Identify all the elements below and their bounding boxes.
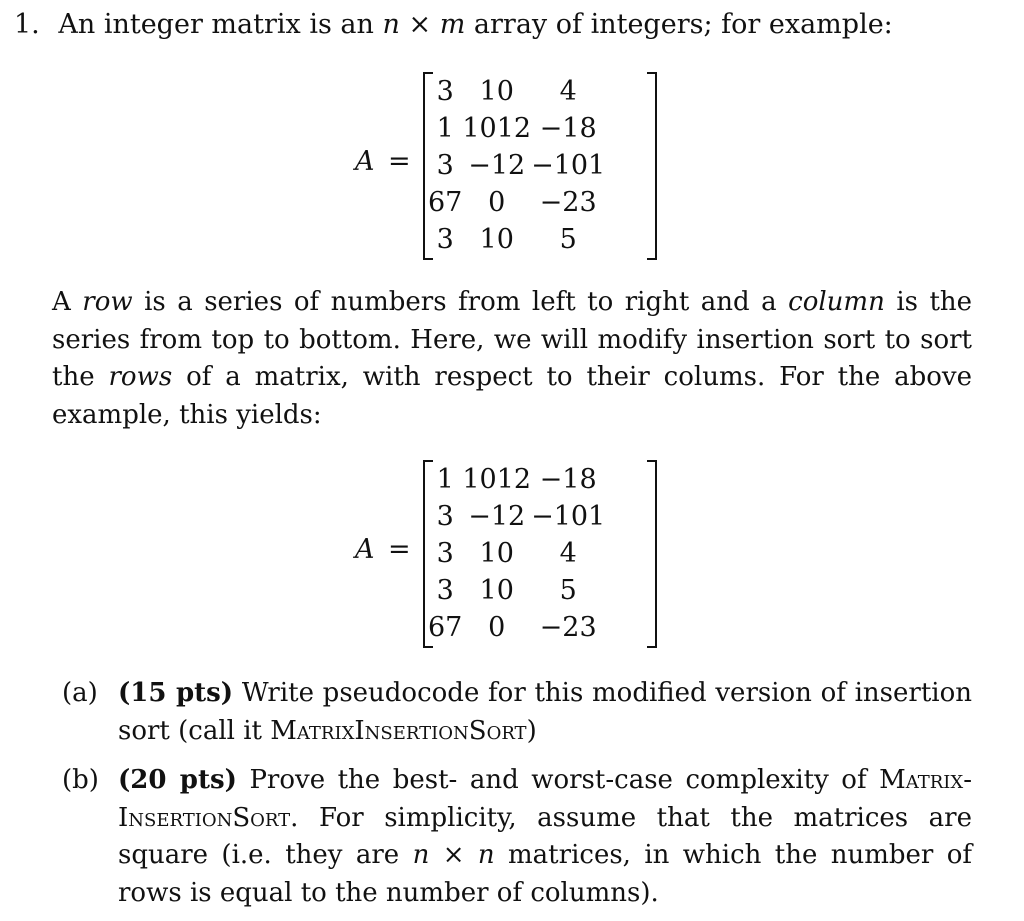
matrix-cell: 10 [479, 538, 514, 569]
matrix-cell: 1 [436, 464, 454, 495]
matrix-cell: 0 [488, 187, 506, 218]
matrix-cell: −101 [531, 150, 606, 181]
intro-text-2: array of integers; for example: [473, 9, 893, 40]
intro-text: An integer matrix is an [58, 9, 374, 40]
matrix-cell: −12 [468, 150, 526, 181]
table-row [428, 572, 605, 609]
problem-header [14, 6, 893, 43]
part-a [52, 675, 972, 750]
var-n: n [477, 840, 495, 870]
matrix-cell: −18 [539, 113, 597, 144]
matrix-cell: 1012 [462, 113, 532, 144]
matrix-cell: 3 [436, 501, 454, 532]
right-bracket [647, 460, 657, 648]
equals-sign: = [388, 146, 411, 177]
var-m: m [439, 9, 466, 40]
matrix-cell: 3 [436, 150, 454, 181]
part-b-label: (b) [62, 765, 99, 795]
matrix-cell: −18 [539, 464, 597, 495]
explanation-text: is a series of numbers from left to right and a [144, 287, 777, 317]
matrix-cell: 4 [559, 538, 577, 569]
matrix-cell: 67 [428, 187, 463, 218]
matrix-cell: −23 [539, 612, 597, 643]
part-b-body [118, 762, 972, 912]
matrix-cell: 1012 [462, 464, 532, 495]
part-b-text: matrices, in which the number of rows is equal to the number of columns). [118, 840, 973, 908]
part-a-label: (a) [62, 678, 98, 708]
term-row: row [82, 287, 133, 317]
right-bracket [647, 72, 657, 260]
algorithm-name: MatrixInsertionSort [270, 715, 527, 746]
matrix-cell: 1 [436, 113, 454, 144]
table-row [428, 535, 605, 572]
part-b [52, 762, 972, 912]
matrix-table [428, 461, 605, 646]
part-b-points: (20 pts) [118, 765, 237, 795]
times-symbol: × [408, 9, 432, 40]
matrix-cell: 10 [479, 224, 514, 255]
table-row [428, 609, 605, 646]
matrix-cell: −101 [531, 501, 606, 532]
part-b-text: . For simplicity, assume that the matrices are square (i.e. they are [118, 802, 972, 870]
explanation-paragraph [52, 284, 972, 434]
explanation-text: A [52, 287, 71, 317]
part-b-text: Prove the best- and worst-case complexity of [249, 765, 867, 795]
table-row [428, 221, 605, 258]
matrix-cell: 5 [559, 575, 577, 606]
matrix-cell: 10 [479, 575, 514, 606]
part-a-text: Write pseudocode for this modified version of insertion sort (call it [118, 678, 972, 746]
table-row [428, 461, 605, 498]
algorithm-name: Matrix-InsertionSort [118, 765, 972, 833]
var-n: n [412, 840, 430, 870]
times-symbol: × [442, 840, 465, 870]
matrix-label: A [355, 146, 375, 177]
table-row [428, 184, 605, 221]
part-a-points: (15 pts) [118, 678, 234, 708]
equals-sign: = [388, 534, 411, 565]
table-row [428, 498, 605, 535]
explanation-text: of a matrix, with respect to their colums. For the above example, this yields: [52, 362, 973, 430]
part-a-body [118, 675, 972, 750]
matrix-cell: 5 [559, 224, 577, 255]
table-row [428, 147, 605, 184]
matrix-cell: −23 [539, 187, 597, 218]
matrix-cell: 10 [479, 76, 514, 107]
matrix-label: A [355, 534, 375, 565]
matrix-cell: 67 [428, 612, 463, 643]
matrix-cell: 3 [436, 224, 454, 255]
matrix-cell: 0 [488, 612, 506, 643]
matrix-table [428, 73, 605, 258]
matrix-cell: 3 [436, 575, 454, 606]
part-a-close: ) [526, 715, 537, 746]
matrix-cell: 3 [436, 76, 454, 107]
term-column: column [788, 287, 885, 317]
matrix-cell: 4 [559, 76, 577, 107]
matrix-cell: 3 [436, 538, 454, 569]
matrix-cell: −12 [468, 501, 526, 532]
explanation-text: is the series from top to bottom. Here, we will modify insertion sort to sort the [52, 287, 973, 392]
var-n: n [382, 9, 400, 40]
term-rows: rows [108, 362, 173, 392]
problem-number: 1. [14, 9, 40, 40]
table-row [428, 73, 605, 110]
table-row [428, 110, 605, 147]
